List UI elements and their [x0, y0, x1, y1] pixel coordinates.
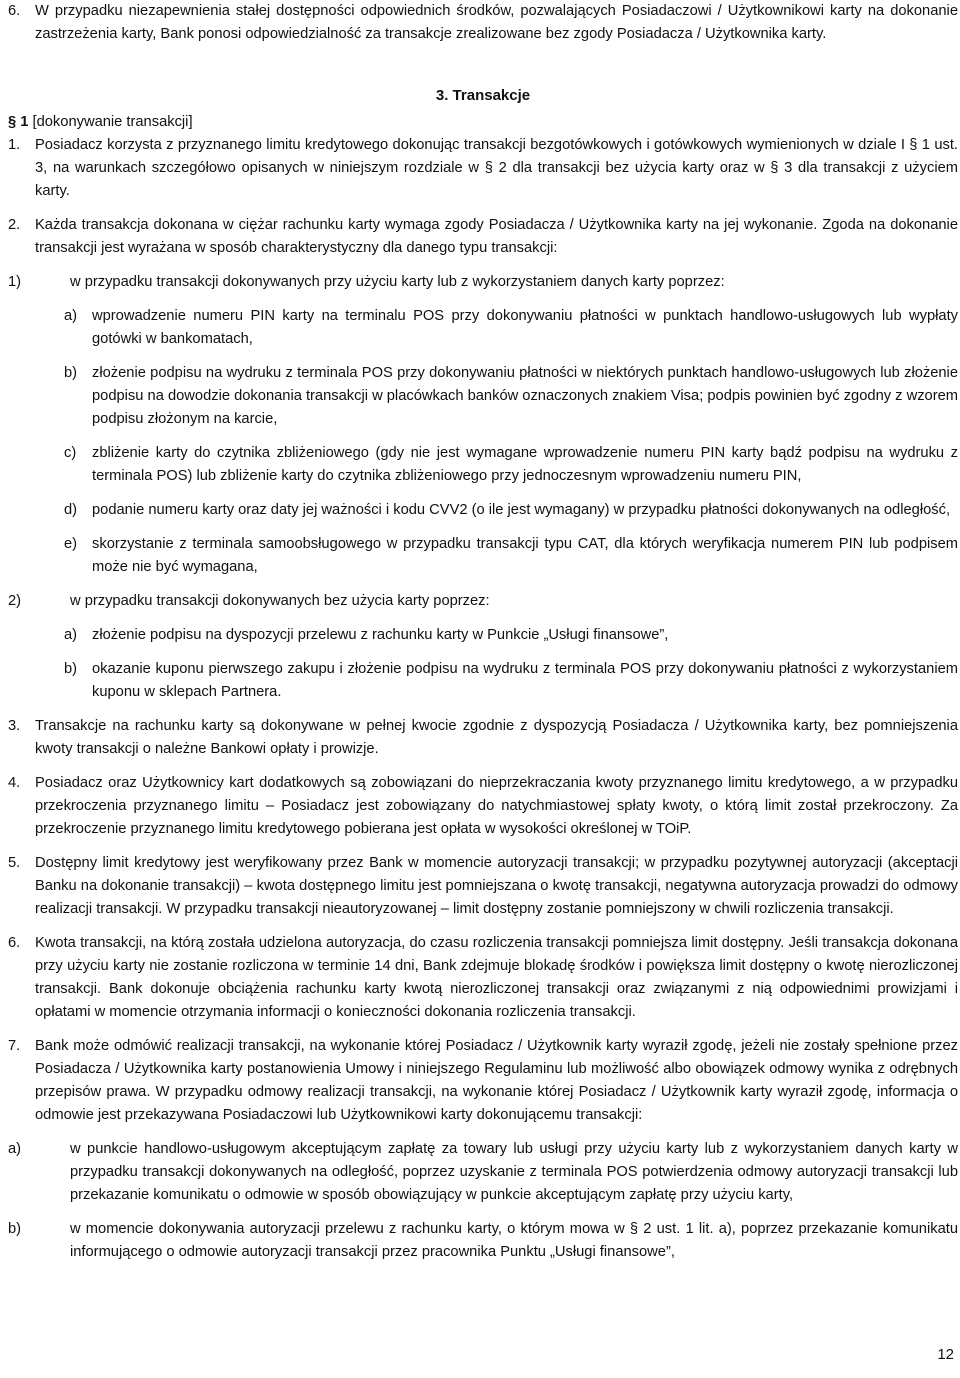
item-number: 2.	[8, 217, 21, 233]
list-item	[8, 362, 958, 431]
list-item	[8, 533, 958, 579]
document-page	[8, 0, 958, 1264]
item-number: a)	[64, 308, 78, 324]
item-text: wprowadzenie numeru PIN karty na terminalu POS przy dokonywaniu płatności w punktach handlowo-usługowych lub wypłaty gotówki w bankomatach,	[92, 308, 958, 347]
item-text: Transakcje na rachunku karty są dokonywane w pełnej kwocie zgodnie z dyspozycją Posiadacza / Użytkownika karty, bez pomniejszenia kwoty transakcji o należne Bankowi opłaty i prowizje.	[35, 718, 958, 757]
list-item	[8, 499, 958, 522]
list-item	[8, 590, 958, 613]
item-text: Dostępny limit kredytowy jest weryfikowany przez Bank w momencie autoryzacji transakcji; w przypadku pozytywnej autoryzacji (akceptacji Banku na dokonanie transakcji) – kwota dostępnego limitu jest pomniejszana o kwotę transakcji, negatywna autoryzacja prowadzi do odmowy realizacji transakcji. W przypadku transakcji nieautoryzowanej – limit dostępny zostanie pomniejszony w chwili rozliczenia transakcji.	[35, 855, 958, 917]
item-text: w momencie dokonywania autoryzacji przelewu z rachunku karty, o którym mowa w § 2 ust. 1 lit. a), poprzez przekazanie komunikatu informującego o odmowie autoryzacji transakcji przez pracownika Punktu „Usługi finansowe”,	[70, 1221, 958, 1260]
paragraph-title	[8, 111, 958, 134]
item-number: 7.	[8, 1038, 21, 1054]
item-number: 6.	[8, 935, 21, 951]
item-text: Każda transakcja dokonana w ciężar rachunku karty wymaga zgody Posiadacza / Użytkownika karty na jej wykonanie. Zgoda na dokonanie transakcji jest wyrażana w sposób charakterystyczny dla danego typu transakcji:	[35, 217, 958, 256]
list-item	[8, 134, 958, 203]
item-text: Posiadacz korzysta z przyznanego limitu kredytowego dokonując transakcji bezgotówkowych i gotówkowych wymienionych w dziale I § 1 ust. 3, na warunkach szczegółowo opisanych w niniejszym rozdziale w § 2 dla transakcji bez użycia karty oraz w § 3 dla transakcji z użyciem karty.	[35, 137, 958, 199]
item-text: podanie numeru karty oraz daty jej ważności i kodu CVV2 (o ile jest wymagany) w przypadku płatności dokonywanych na odległość,	[92, 502, 951, 518]
item-number: b)	[64, 661, 78, 677]
list-item	[8, 1035, 958, 1127]
item-text: w przypadku transakcji dokonywanych bez użycia karty poprzez:	[70, 593, 490, 609]
paragraph-symbol: § 1	[8, 114, 29, 130]
list-item	[8, 658, 958, 704]
list-item	[8, 0, 958, 46]
page-number: 12	[937, 1346, 954, 1363]
item-number: a)	[8, 1141, 22, 1157]
item-number: 4.	[8, 775, 21, 791]
item-text: Kwota transakcji, na którą została udzielona autoryzacja, do czasu rozliczenia transakcji pomniejsza limit dostępny. Jeśli transakcja dokonana przy użyciu karty nie zostanie rozliczona w terminie 14 dni, Bank zdejmuje blokadę środków i powiększa limit dostępny o kwotę nierozliczonej transakcji. Bank dokonuje obciążenia rachunku karty kwotą nierozliczonej transakcji oraz związanymi z nią odpowiednimi prowizjami i opłatami w momencie otrzymania informacji o konieczności dokonania rozliczenia transakcji.	[35, 935, 958, 1020]
item-number: 5.	[8, 855, 21, 871]
item-text: Bank może odmówić realizacji transakcji, na wykonanie której Posiadacz / Użytkownik karty wyraził zgodę, jeżeli nie zostały spełnione przez Posiadacza / Użytkownika karty postanowienia Umowy i niniejszego Regulaminu lub możliwość albo obowiązek odmowy wynika z odrębnych przepisów prawa. W przypadku odmowy realizacji transakcji, na wykonanie której Posiadacz / Użytkownik karty wyraził zgodę, informacja o odmowie jest przekazywana Posiadaczowi lub Użytkownikowi karty dokonującemu transakcji:	[35, 1038, 958, 1123]
item-text: skorzystanie z terminala samoobsługowego w przypadku transakcji typu CAT, dla których weryfikacja numerem PIN lub podpisem może nie być wymagana,	[92, 536, 958, 575]
section-heading: 3. Transakcje	[435, 87, 531, 104]
list-item	[8, 1218, 958, 1264]
item-number: 2)	[8, 593, 22, 609]
item-number: 6.	[8, 3, 21, 19]
item-number: d)	[64, 502, 78, 518]
item-number: 1.	[8, 137, 21, 153]
item-text: zbliżenie karty do czytnika zbliżeniowego (gdy nie jest wymagane wprowadzenie numeru PIN karty bądź podpisu na wydruku z terminala POS) lub zbliżenie karty do czytnika zbliżeniowego przy jednoczesnym wprowadzeniu numeru PIN,	[92, 445, 958, 484]
item-number: a)	[64, 627, 78, 643]
list-item	[8, 214, 958, 260]
list-item	[8, 271, 958, 294]
list-item	[8, 852, 958, 921]
item-number: e)	[64, 536, 78, 552]
list-item	[8, 715, 958, 761]
paragraph-title-text: [dokonywanie transakcji]	[32, 114, 193, 130]
item-number: c)	[64, 445, 77, 461]
item-text: złożenie podpisu na wydruku z terminala POS przy dokonywaniu płatności w niektórych punktach handlowo-usługowych lub złożenie podpisu na dowodzie dokonania transakcji w placówkach banków oznaczonych znakiem Visa; podpis powinien być zgodny z wzorem podpisu złożonym na karcie,	[92, 365, 958, 427]
item-text: złożenie podpisu na dyspozycji przelewu z rachunku karty w Punkcie „Usługi finansowe”,	[92, 627, 669, 643]
item-text: okazanie kuponu pierwszego zakupu i złożenie podpisu na wydruku z terminala POS przy dokonywaniu płatności z wykorzystaniem kuponu w sklepach Partnera.	[92, 661, 958, 700]
item-number: 1)	[8, 274, 22, 290]
list-item	[8, 624, 958, 647]
item-text: w punkcie handlowo-usługowym akceptującym zapłatę za towary lub usługi przy użyciu karty lub z wykorzystaniem danych karty w przypadku transakcji dokonywanych na odległość, poprzez uzyskanie z terminala POS potwierdzenia odmowy autoryzacji transakcji lub przekazanie komunikatu o odmowie w sposób obowiązujący w punkcie akceptującym zapłatę przy użyciu karty,	[70, 1141, 958, 1203]
list-item	[8, 305, 958, 351]
item-text: Posiadacz oraz Użytkownicy kart dodatkowych są zobowiązani do nieprzekraczania kwoty przyznanego limitu kredytowego, a w przypadku przekroczenia przyznanego limitu – Posiadacz jest zobowiązany do natychmiastowej spłaty kwoty, o którą limit został przekroczony. Za przekroczenie przyznanego limitu kredytowego pobierana jest opłata w wysokości określonej w TOiP.	[35, 775, 958, 837]
item-text: W przypadku niezapewnienia stałej dostępności odpowiednich środków, pozwalających Posiadaczowi / Użytkownikowi karty na dokonanie zastrzeżenia karty, Bank ponosi odpowiedzialność za transakcje zrealizowane bez zgody Posiadacza / Użytkownika karty.	[35, 3, 958, 42]
item-text: w przypadku transakcji dokonywanych przy użyciu karty lub z wykorzystaniem danych karty poprzez:	[70, 274, 725, 290]
item-number: 3.	[8, 718, 21, 734]
list-item	[8, 442, 958, 488]
item-number: b)	[64, 365, 78, 381]
list-item	[8, 1138, 958, 1207]
item-number: b)	[8, 1221, 22, 1237]
list-item	[8, 932, 958, 1024]
list-item	[8, 772, 958, 841]
